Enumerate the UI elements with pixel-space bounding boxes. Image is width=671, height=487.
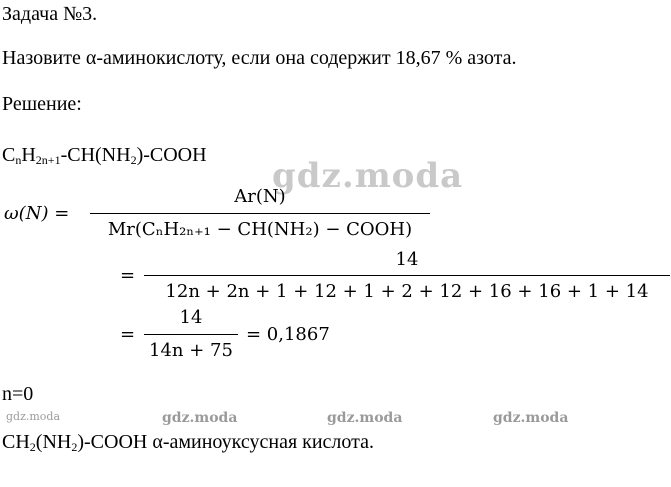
result-value: = 0,1867 <box>246 324 330 345</box>
fraction1-numerator: Ar(N) <box>234 186 286 207</box>
general-formula <box>2 143 207 167</box>
fraction1-denominator: Mr(CₙH₂ₙ₊₁ − CH(NH₂) − COOH) <box>107 219 413 240</box>
answer-mid: (NH <box>35 431 72 453</box>
answer-nh-sub: 2 <box>71 440 78 454</box>
answer-rest: )-COOH α-аминоуксусная кислота. <box>77 431 375 453</box>
watermark-4: gdz.moda <box>493 410 569 426</box>
fraction1-bar <box>90 213 430 214</box>
formula-c: C <box>2 144 16 166</box>
fraction2-bar <box>144 275 670 276</box>
answer-ch-sub: 2 <box>29 440 36 454</box>
formula-c-sub: n <box>15 153 22 167</box>
n-value: n=0 <box>2 383 34 405</box>
task-title: Задача №3. <box>2 3 98 25</box>
watermark-1: gdz.moda <box>6 410 61 423</box>
fraction3-bar <box>144 334 238 335</box>
formula-rest2: )-COOH <box>136 144 207 166</box>
answer-ch: CH <box>2 431 30 453</box>
watermark-3: gdz.moda <box>327 410 403 426</box>
fraction3-denominator: 14n + 75 <box>149 340 233 361</box>
fraction2-numerator: 14 <box>395 249 419 270</box>
equals-2: = <box>120 265 136 286</box>
formula-rest1: -CH(NH <box>60 144 131 166</box>
watermark-main: gdz.moda <box>272 156 464 196</box>
watermark-2: gdz.moda <box>162 410 238 426</box>
formula-nh2-sub: 2 <box>130 153 137 167</box>
fraction2-denominator: 12n + 2n + 1 + 12 + 1 + 2 + 12 + 16 + 16 + 1 + 14 <box>165 281 649 302</box>
fraction3-numerator: 14 <box>179 307 203 328</box>
answer-line <box>2 430 374 454</box>
formula-h: H <box>21 144 36 166</box>
formula-h-sub: 2n+1 <box>35 153 61 167</box>
question-text: Назовите α-аминокислоту, если она содержит 18,67 % азота. <box>2 47 517 69</box>
equals-3: = <box>120 324 136 345</box>
solution-label: Решение: <box>2 93 82 115</box>
omega-lhs: ω(N) = <box>4 203 70 224</box>
